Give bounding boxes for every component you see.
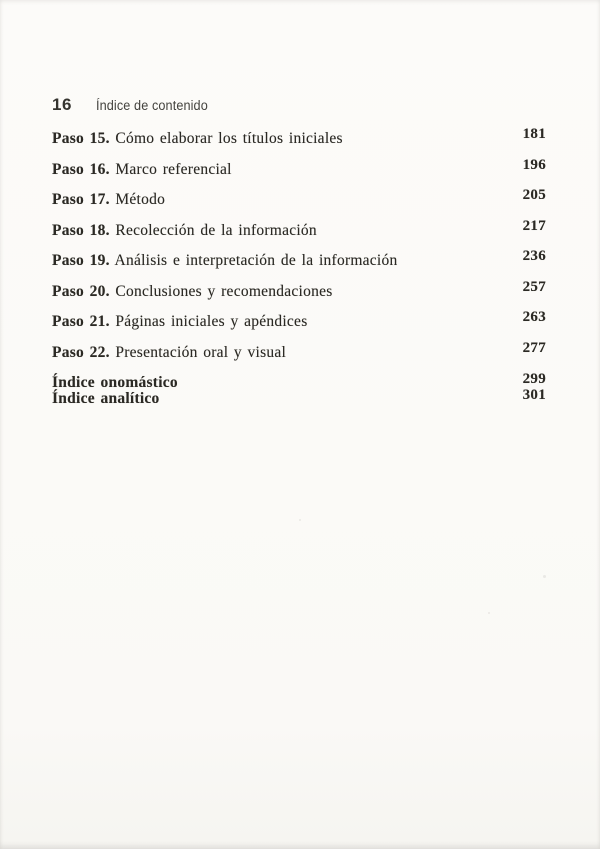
running-header [52,95,215,115]
toc-entry-text [52,344,286,362]
toc-entry-page-number: 257 [522,278,546,295]
toc-entry-title: Método [115,191,166,208]
toc-entry-text [52,313,307,331]
toc-entry-title: Marco referencial [115,160,232,178]
toc-entry-text [52,130,343,148]
toc-entry [52,339,546,375]
toc-entry-label: Paso 16. [52,160,110,178]
toc-entry [52,248,546,283]
toc-entry [52,309,546,344]
toc-entry [52,187,546,222]
toc-entry-page-number: 196 [522,156,546,173]
toc-entry-title: Conclusiones y recomendaciones [115,282,333,300]
toc-entry-title: Presentación oral y visual [115,343,287,361]
toc-entry-page-number: 277 [522,339,546,356]
toc-entry-text [52,222,317,240]
toc-entry-title: Recolección de la información [115,221,317,239]
toc-entry-label: Paso 19. [52,252,110,269]
toc-entry-text [52,161,232,179]
index-section [52,371,546,407]
toc-entry-label: Paso 21. [52,313,110,330]
toc-entry-label: Paso 20. [52,282,110,300]
toc-entry-text [52,191,165,209]
table-of-contents [52,126,546,374]
toc-entry [52,217,546,253]
toc-entry-title: Análisis e interpretación de la información [114,252,398,269]
toc-entry-label: Paso 22. [52,343,110,361]
scan-speck [488,612,490,614]
scan-speck [299,519,301,521]
toc-entry-page-number: 263 [522,309,546,325]
toc-entry-page-number: 181 [522,126,546,142]
index-entry-title: Índice onomástico [52,374,178,391]
toc-entry [52,126,546,161]
toc-entry-label: Paso 17. [52,191,110,208]
index-entry [52,371,546,391]
toc-entry-title: Páginas iniciales y apéndices [115,313,308,330]
toc-entry-text [52,252,397,270]
index-entry-page-number: 301 [522,386,546,403]
toc-entry-page-number: 217 [522,217,546,234]
toc-entry-text [52,283,332,301]
running-title: Índice de contenido [95,98,208,113]
index-entry [52,386,546,407]
toc-entry-page-number: 236 [522,248,546,264]
toc-entry-label: Paso 18. [52,221,110,239]
index-entry-page-number: 299 [522,371,546,387]
scan-speck [543,575,546,578]
toc-entry [52,278,546,314]
toc-entry-page-number: 205 [522,187,546,203]
toc-entry-label: Paso 15. [52,130,110,147]
folio-page-number: 16 [52,95,72,114]
toc-entry-title: Cómo elaborar los títulos iniciales [115,130,343,147]
toc-entry [52,156,546,192]
index-entry-title: Índice analítico [52,389,160,407]
